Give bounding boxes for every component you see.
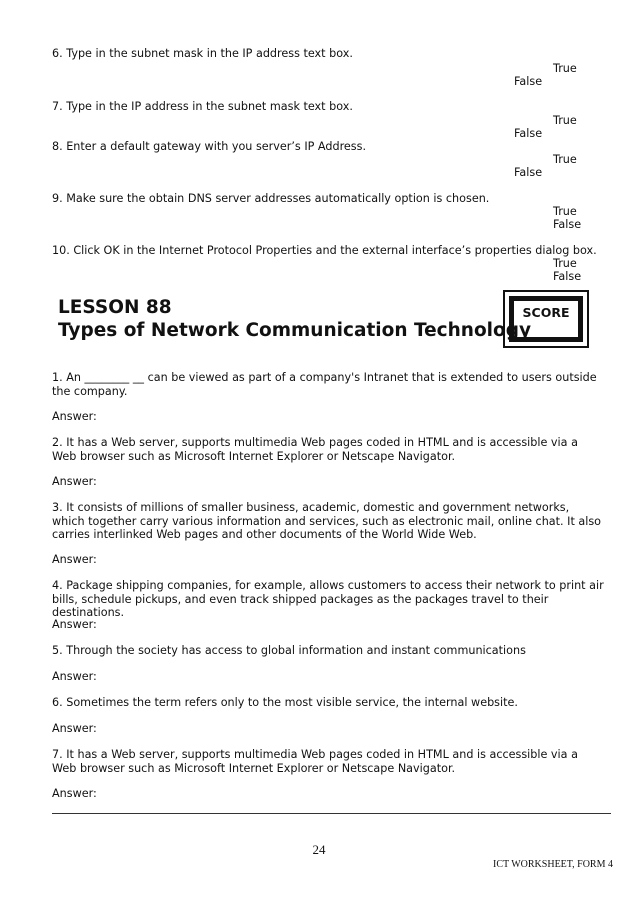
tf-item-6-false: False [514, 75, 543, 88]
answer-2: Answer: [52, 475, 97, 488]
tf-item-6-text: 6. Type in the subnet mask in the IP address text box. [52, 47, 353, 60]
lesson-title: Types of Network Communication Technology [58, 320, 532, 341]
tf-item-7-false: False [514, 127, 543, 140]
tf-item-9-text: 9. Make sure the obtain DNS server addresses automatically option is chosen. [52, 192, 490, 205]
tf-item-8-text: 8. Enter a default gateway with you server’s IP Address. [52, 140, 367, 153]
score-label: SCORE [522, 305, 570, 320]
answer-4: Answer: [52, 618, 97, 631]
answer-6: Answer: [52, 722, 97, 735]
score-box [503, 290, 589, 348]
tf-item-6-true: True [553, 62, 577, 75]
question-1: 1. An ________ __ can be viewed as part of a company's Intranet that is extended to users outside the company. [52, 371, 597, 398]
tf-item-8-true: True [553, 153, 577, 166]
question-6: 6. Sometimes the term refers only to the most visible service, the internal website. [52, 696, 518, 709]
footer-divider [52, 813, 611, 814]
footer-caption: ICT WORKSHEET, FORM 4 [492, 859, 613, 870]
lesson-number: LESSON 88 [58, 297, 172, 318]
tf-item-10-text: 10. Click OK in the Internet Protocol Properties and the external interface’s properties dialog box. [52, 244, 597, 257]
question-5: 5. Through the society has access to global information and instant communications [52, 644, 526, 657]
question-4: 4. Package shipping companies, for example, allows customers to access their network to print air bills, schedule pickups, and even track shipped packages as the packages travel to their destinations. [52, 579, 604, 619]
answer-7: Answer: [52, 787, 97, 800]
tf-item-9-true: True [553, 205, 577, 218]
answer-5: Answer: [52, 670, 97, 683]
lesson-heading [58, 296, 531, 342]
question-2: 2. It has a Web server, supports multimedia Web pages coded in HTML and is accessible via a Web browser such as Microsoft Internet Explorer or Netscape Navigator. [52, 436, 578, 463]
tf-item-10-true: True [553, 257, 577, 270]
tf-item-7-true: True [553, 114, 577, 127]
tf-item-8-false: False [514, 166, 543, 179]
tf-item-10-false: False [553, 270, 582, 283]
answer-3: Answer: [52, 553, 97, 566]
page-number: 24 [312, 842, 326, 857]
score-box-inner [509, 296, 583, 342]
question-3: 3. It consists of millions of smaller business, academic, domestic and government networks, which together carry various information and services, such as electronic mail, online chat. It also carries interlinked Web pages and other documents of the World Wide Web. [52, 501, 602, 541]
question-7: 7. It has a Web server, supports multimedia Web pages coded in HTML and is accessible via a Web browser such as Microsoft Internet Explorer or Netscape Navigator. [52, 748, 578, 775]
tf-item-7-text: 7. Type in the IP address in the subnet mask text box. [52, 100, 353, 113]
tf-item-9-false: False [553, 218, 582, 231]
answer-1: Answer: [52, 410, 97, 423]
